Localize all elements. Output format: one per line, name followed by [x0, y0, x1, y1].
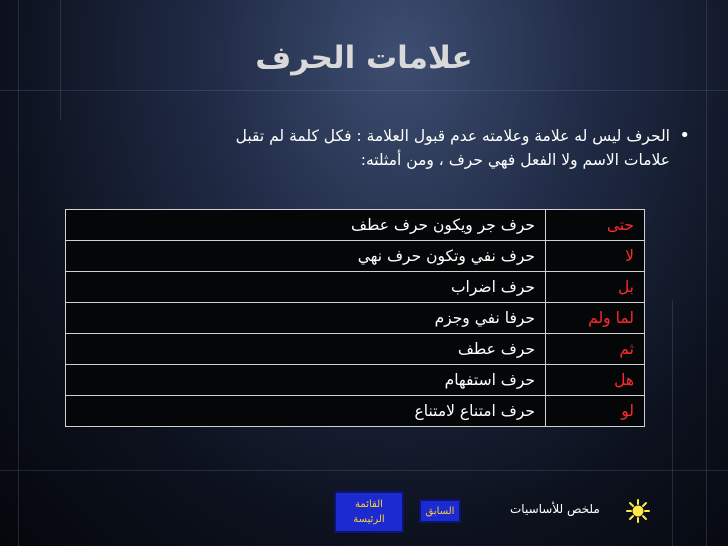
- letter-description: حرف عطف: [66, 334, 546, 365]
- intro-line-1: الحرف ليس له علامة وعلامته عدم قبول العلامة : فكل كلمة لم تقبل: [235, 127, 670, 145]
- letter-word: حتى: [546, 210, 645, 241]
- intro-bullet: [72, 124, 690, 172]
- letter-word: لما ولم: [546, 303, 645, 334]
- intro-line-2: علامات الاسم ولا الفعل فهي حرف ، ومن أمثلته:: [360, 151, 670, 169]
- previous-button[interactable]: السابق: [419, 499, 461, 523]
- letter-word: بل: [546, 272, 645, 303]
- main-menu-label-line1: القائمة: [355, 499, 383, 510]
- letter-description: حرف امتناع لامتناع: [66, 396, 546, 427]
- slide-title: علامات الحرف: [255, 40, 473, 76]
- summary-link[interactable]: ملخص للأساسيات: [510, 502, 600, 516]
- background-grid-line: [706, 0, 707, 546]
- bullet-dot-icon: •: [679, 125, 690, 146]
- letter-word: ثم: [546, 334, 645, 365]
- letter-word: لا: [546, 241, 645, 272]
- background-grid-line: [0, 470, 728, 471]
- table-row: [66, 241, 645, 272]
- table-row: [66, 334, 645, 365]
- letters-table: [65, 209, 645, 427]
- table-row: [66, 396, 645, 427]
- sun-icon[interactable]: [626, 499, 650, 523]
- table-row: [66, 210, 645, 241]
- table-row: [66, 272, 645, 303]
- letter-word: هل: [546, 365, 645, 396]
- letter-description: حرف اضراب: [66, 272, 546, 303]
- background-grid-line: [18, 0, 19, 546]
- letter-description: حرف جر ويكون حرف عطف: [66, 210, 546, 241]
- letter-description: حرف نفي وتكون حرف نهي: [66, 241, 546, 272]
- background-grid-line: [0, 90, 728, 91]
- main-menu-button[interactable]: [334, 491, 404, 533]
- background-grid-line: [672, 300, 673, 546]
- letter-word: لو: [546, 396, 645, 427]
- table-row: [66, 303, 645, 334]
- letter-description: حرفا نفي وجزم: [66, 303, 546, 334]
- letter-description: حرف استفهام: [66, 365, 546, 396]
- table-row: [66, 365, 645, 396]
- main-menu-label-line2: الرئيسة: [353, 514, 385, 525]
